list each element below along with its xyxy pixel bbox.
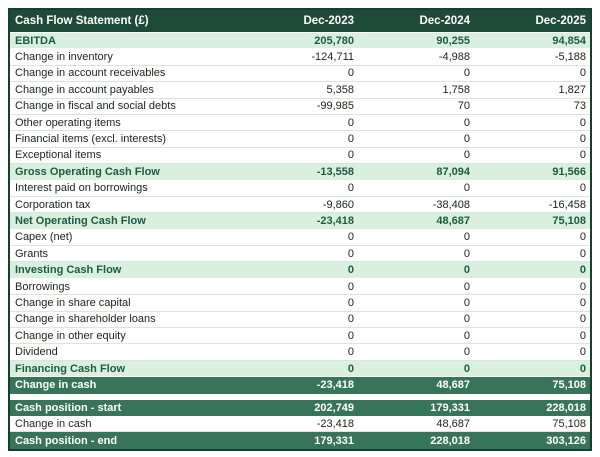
cell-value: 91,566 (552, 165, 586, 178)
table-row (10, 66, 590, 82)
cell-value: 48,687 (436, 379, 470, 392)
column-header-dec-2023: Dec-2023 (303, 15, 354, 27)
cell-value: 0 (347, 329, 354, 342)
cell-value: -9,860 (322, 198, 354, 211)
cell-value: 0 (579, 247, 586, 260)
table-row (10, 131, 590, 147)
cell-value: -5,188 (554, 51, 586, 64)
row-label: Financing Cash Flow (15, 362, 126, 375)
cell-value: 0 (579, 362, 586, 375)
cell-value: 5,358 (326, 83, 354, 96)
row-label: Change in inventory (15, 51, 113, 64)
cell-value: 1,758 (442, 83, 470, 96)
cell-value: 75,108 (552, 214, 586, 227)
cell-value: 0 (347, 313, 354, 326)
cell-value: 0 (463, 362, 470, 375)
cell-value: 48,687 (436, 214, 470, 227)
row-label: Interest paid on borrowings (15, 182, 148, 195)
row-label: EBITDA (15, 34, 56, 47)
cell-value: 0 (579, 280, 586, 293)
cell-value: 0 (579, 313, 586, 326)
cell-value: 0 (579, 296, 586, 309)
table-row (10, 115, 590, 131)
table-row (10, 295, 590, 311)
cell-value: 87,094 (436, 165, 470, 178)
row-label: Cash position - start (15, 401, 122, 414)
cell-value: 0 (347, 346, 354, 359)
cell-value: 228,018 (546, 401, 586, 414)
row-label: Change in share capital (15, 296, 131, 309)
cell-value: 70 (457, 100, 470, 113)
cell-value: 205,780 (314, 34, 354, 47)
cell-value: 0 (579, 329, 586, 342)
row-label: Change in shareholder loans (15, 313, 156, 326)
table-title: Cash Flow Statement (£) (15, 15, 149, 27)
table-row (10, 400, 590, 416)
cell-value: 0 (463, 346, 470, 359)
cell-value: 0 (463, 182, 470, 195)
cell-value: 48,687 (436, 417, 470, 430)
table-row (10, 181, 590, 197)
cell-value: 0 (347, 116, 354, 129)
cell-value: 179,331 (430, 401, 470, 414)
cell-value: 303,126 (546, 434, 586, 447)
cell-value: 0 (347, 149, 354, 162)
cell-value: 0 (579, 149, 586, 162)
cash-flow-statement-table (8, 8, 592, 451)
cell-value: 90,255 (436, 34, 470, 47)
cell-value: 0 (347, 133, 354, 146)
table-row (10, 361, 590, 377)
table-row (10, 148, 590, 164)
row-label: Gross Operating Cash Flow (15, 165, 160, 178)
row-label: Other operating items (15, 116, 121, 129)
cell-value: -38,408 (432, 198, 470, 211)
column-header-dec-2024: Dec-2024 (419, 15, 470, 27)
table-row (10, 377, 590, 393)
cell-value: 0 (579, 346, 586, 359)
table-body (10, 33, 590, 449)
table-row (10, 82, 590, 98)
cell-value: 75,108 (552, 379, 586, 392)
row-label: Exceptional items (15, 149, 102, 162)
table-row (10, 230, 590, 246)
row-label: Dividend (15, 346, 58, 359)
cell-value: 0 (463, 247, 470, 260)
row-label: Net Operating Cash Flow (15, 214, 146, 227)
cell-value: 0 (579, 231, 586, 244)
cell-value: -23,418 (316, 379, 354, 392)
table-row (10, 312, 590, 328)
table-row (10, 33, 590, 49)
cell-value: 0 (463, 231, 470, 244)
row-label: Financial items (excl. interests) (15, 133, 166, 146)
cell-value: 75,108 (552, 417, 586, 430)
cell-value: 0 (347, 247, 354, 260)
table-row (10, 279, 590, 295)
cell-value: 0 (463, 313, 470, 326)
cell-value: -23,418 (316, 214, 354, 227)
cell-value: 179,331 (314, 434, 354, 447)
cell-value: 0 (347, 264, 354, 277)
cell-value: 0 (579, 116, 586, 129)
cell-value: -99,985 (316, 100, 354, 113)
cell-value: 0 (463, 149, 470, 162)
table-row (10, 213, 590, 229)
cell-value: 0 (463, 329, 470, 342)
cell-value: 0 (463, 116, 470, 129)
cell-value: 0 (463, 133, 470, 146)
table-row (10, 99, 590, 115)
cell-value: 0 (579, 133, 586, 146)
cell-value: 0 (463, 264, 470, 277)
table-header-row (10, 10, 590, 33)
cell-value: 0 (579, 182, 586, 195)
cell-value: 1,827 (558, 83, 586, 96)
cell-value: 0 (347, 362, 354, 375)
row-label: Change in other equity (15, 329, 126, 342)
column-header-dec-2025: Dec-2025 (535, 15, 586, 27)
row-label: Capex (net) (15, 231, 73, 244)
cell-value: 0 (347, 67, 354, 80)
cell-value: -13,558 (316, 165, 354, 178)
cell-value: 94,854 (552, 34, 586, 47)
cell-value: 0 (347, 182, 354, 195)
cell-value: -23,418 (316, 417, 354, 430)
cell-value: -4,988 (438, 51, 470, 64)
row-label: Change in account payables (15, 83, 154, 96)
cell-value: 0 (579, 264, 586, 277)
cell-value: 202,749 (314, 401, 354, 414)
table-row (10, 164, 590, 180)
table-row (10, 432, 590, 448)
cell-value: 0 (463, 280, 470, 293)
cell-value: 0 (347, 231, 354, 244)
row-label: Grants (15, 247, 49, 260)
table-row (10, 49, 590, 65)
cell-value: 73 (573, 100, 586, 113)
table-row (10, 416, 590, 432)
row-label: Change in cash (15, 417, 92, 430)
cell-value: 0 (463, 296, 470, 309)
table-row (10, 344, 590, 360)
cell-value: -16,458 (548, 198, 586, 211)
row-label: Corporation tax (15, 198, 91, 211)
row-label: Change in account receivables (15, 67, 166, 80)
row-label: Investing Cash Flow (15, 264, 122, 277)
row-label: Borrowings (15, 280, 71, 293)
table-row (10, 262, 590, 278)
table-row (10, 246, 590, 262)
cell-value: -124,711 (311, 51, 354, 64)
row-label: Change in cash (15, 379, 97, 392)
cell-value: 0 (463, 67, 470, 80)
cell-value: 228,018 (430, 434, 470, 447)
cell-value: 0 (579, 67, 586, 80)
cell-value: 0 (347, 280, 354, 293)
table-row (10, 328, 590, 344)
row-label: Change in fiscal and social debts (15, 100, 176, 113)
row-label: Cash position - end (15, 434, 118, 447)
table-row (10, 197, 590, 213)
cell-value: 0 (347, 296, 354, 309)
